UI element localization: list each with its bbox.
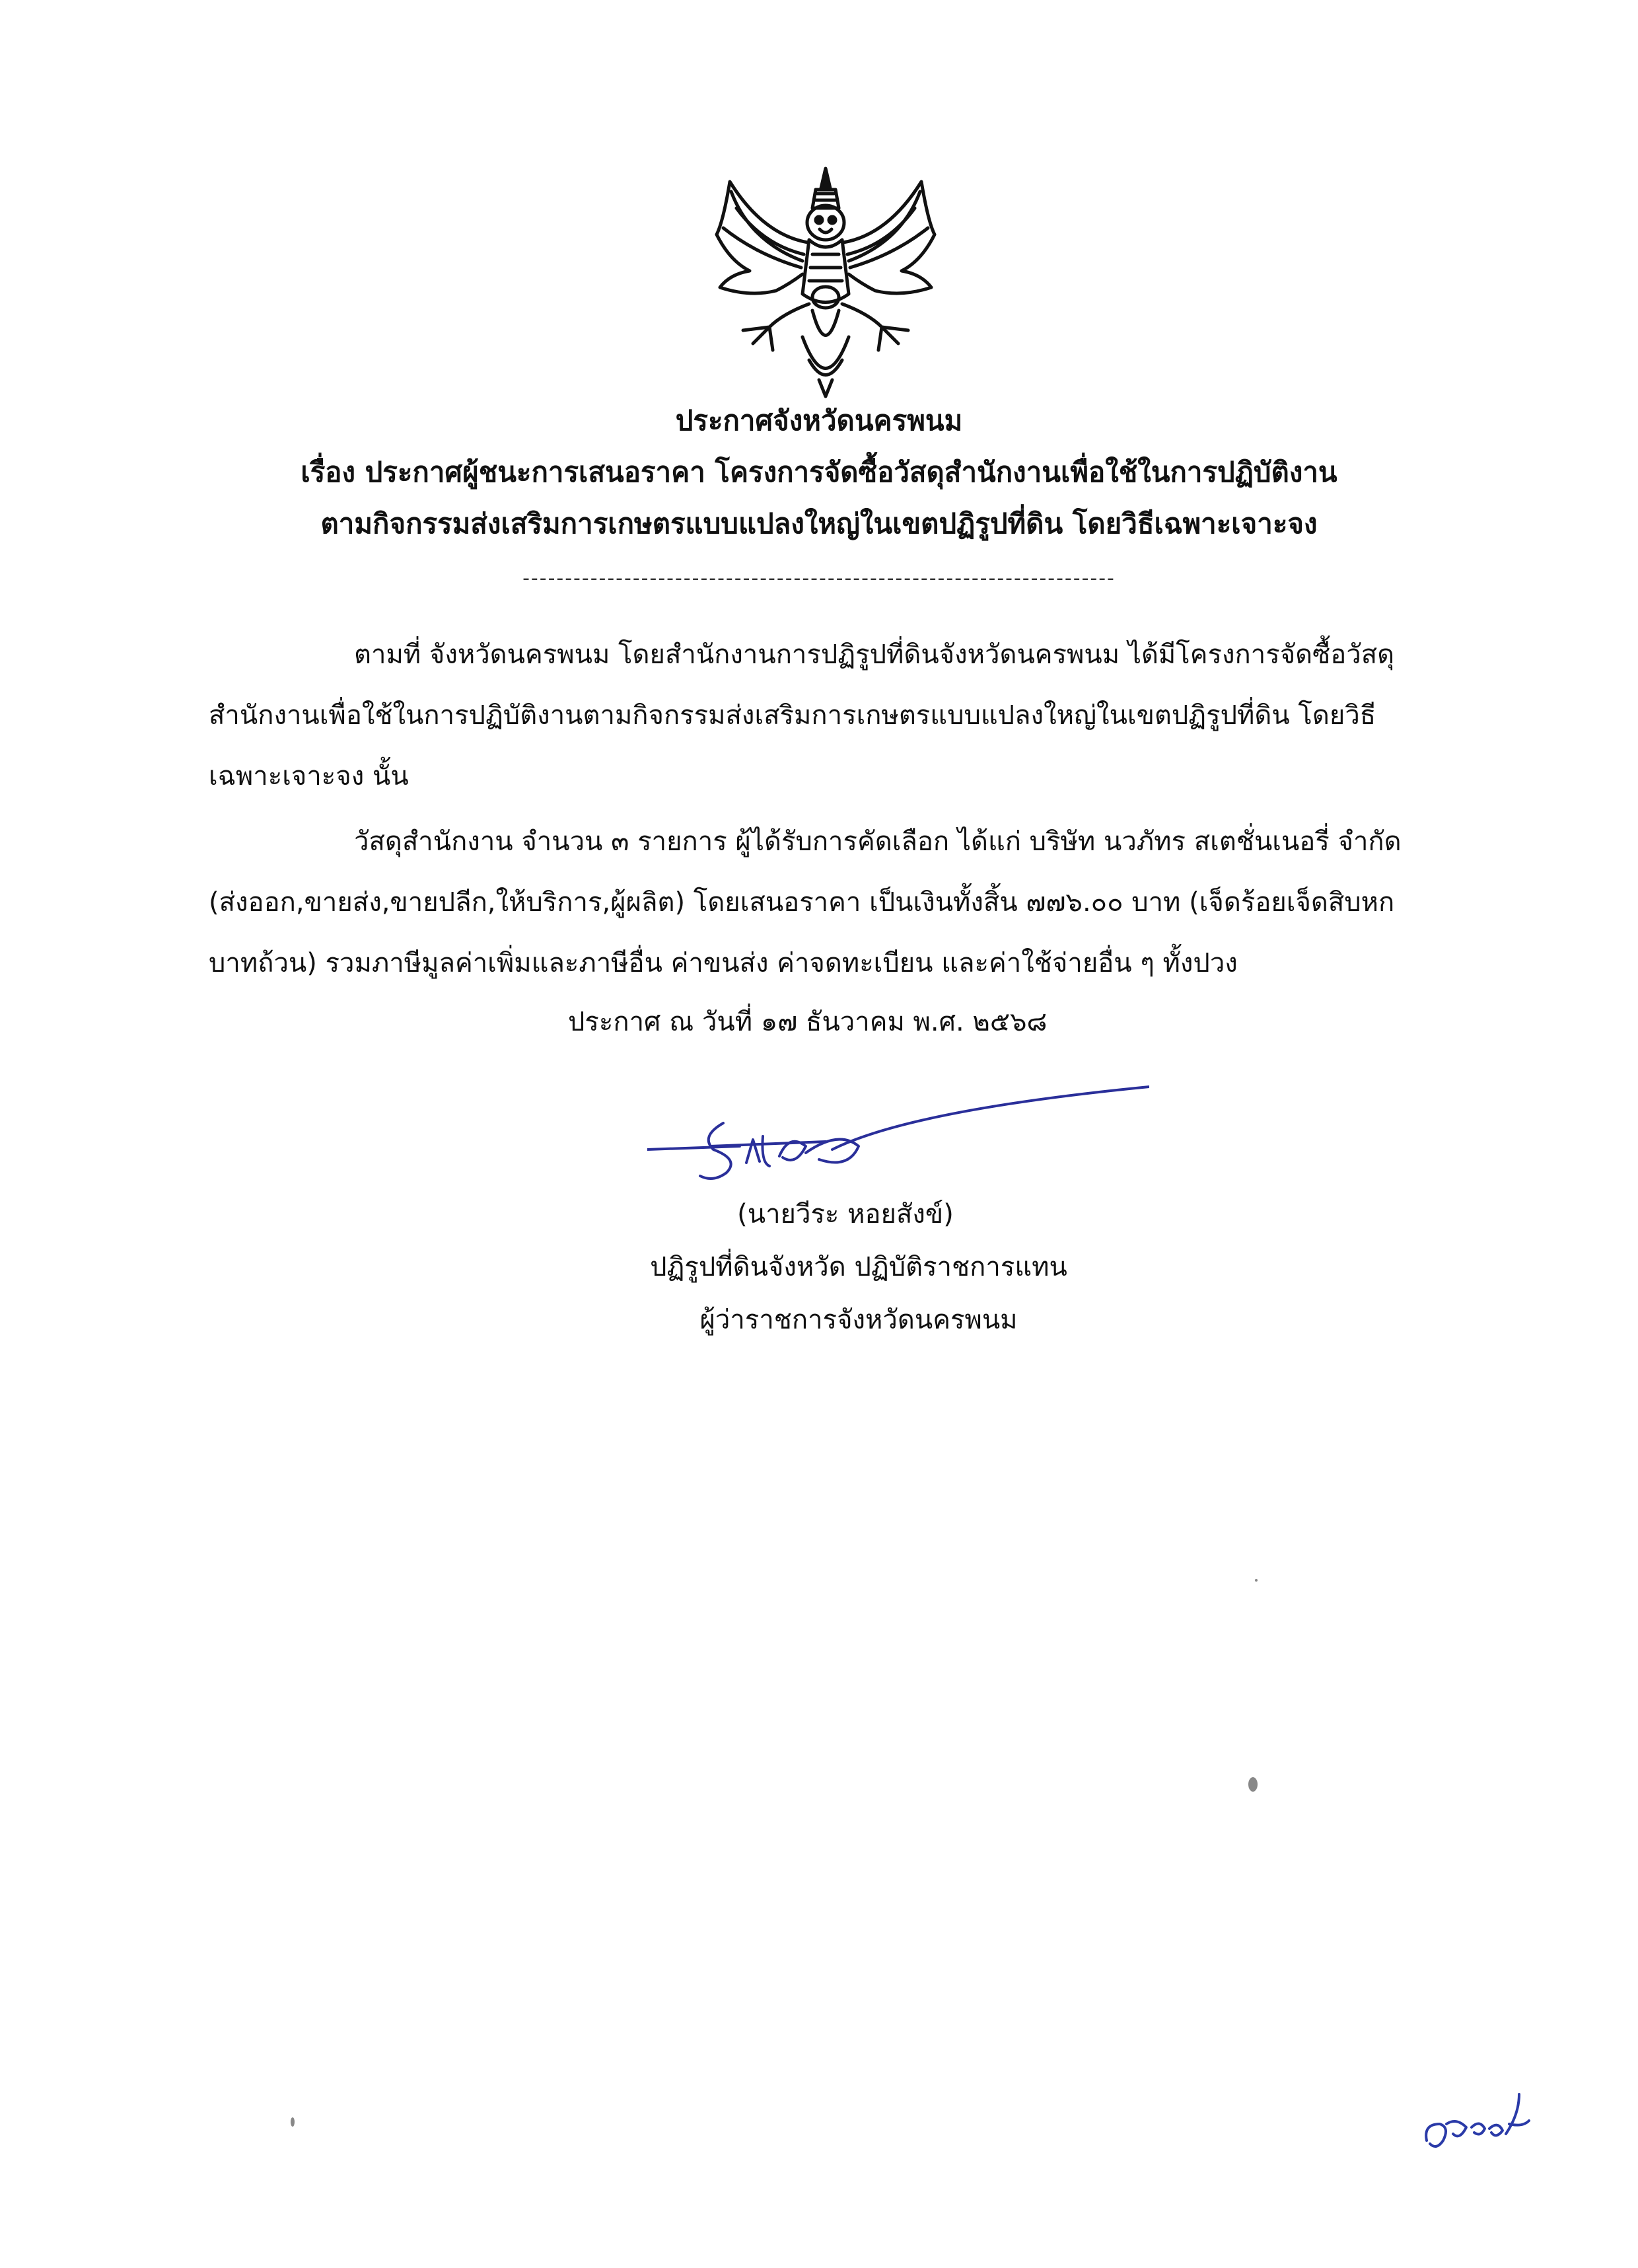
signatory-organization: ผู้ว่าราชการจังหวัดนครพนม: [699, 1305, 1018, 1335]
announcement-title: ประกาศจังหวัดนครพนม: [675, 404, 963, 437]
paragraph-2-line-1: วัสดุสำนักงาน จำนวน ๓ รายการ ผู้ได้รับการคัดเลือก ได้แก่ บริษัท นวภัทร สเตชั่นเนอรี่ จำกัด: [354, 826, 1402, 857]
paragraph-2: [209, 811, 1450, 994]
garuda-emblem-icon: [703, 162, 948, 403]
signatory-name: (นายวีระ หอยสังข์): [737, 1199, 954, 1229]
paragraph-1-line-2: สำนักงานเพื่อใช้ในการปฏิบัติงานตามกิจกรรมส่งเสริมการเกษตรแบบแปลงใหญ่ในเขตปฏิรูปที่ดิน โดยวิธี: [209, 700, 1376, 731]
subject-line-2: ตามกิจกรรมส่งเสริมการเกษตรแบบแปลงใหญ่ในเขตปฏิรูปที่ดิน โดยวิธีเฉพาะเจาะจง: [320, 507, 1318, 540]
paragraph-1-line-1: ตามที่ จังหวัดนครพนม โดยสำนักงานการปฏิรูปที่ดินจังหวัดนครพนม ได้มีโครงการจัดซื้อวัสดุ: [354, 640, 1395, 670]
signature-image: [647, 1083, 1149, 1196]
paragraph-2-line-2: (ส่งออก,ขายส่ง,ขายปลีก,ให้บริการ,ผู้ผลิต) โดยเสนอราคา เป็นเงินทั้งสิ้น ๗๗๖.๐๐ บาท (เจ็ดร้อยเจ็ดสิบหก: [209, 887, 1395, 918]
announcement-date: ประกาศ ณ วันที่ ๑๗ ธันวาคม พ.ศ. ๒๕๖๘: [568, 1007, 1048, 1037]
paragraph-2-line-3: บาทถ้วน) รวมภาษีมูลค่าเพิ่มและภาษีอื่น ค่าขนส่ง ค่าจดทะเบียน และค่าใช้จ่ายอื่น ๆ ทั้งปวง: [209, 948, 1238, 978]
subject-line-1: เรื่อง ประกาศผู้ชนะการเสนอราคา โครงการจัดซื้อวัสดุสำนักงานเพื่อใช้ในการปฏิบัติงาน: [301, 456, 1337, 488]
scan-speck: [291, 2117, 295, 2127]
handwritten-initials-image: [1420, 2088, 1532, 2154]
scan-speck: [1255, 1579, 1258, 1582]
paragraph-1: [209, 624, 1450, 807]
paragraph-1-line-3: เฉพาะเจาะจง นั้น: [209, 761, 409, 791]
signatory-position: ปฏิรูปที่ดินจังหวัด ปฏิบัติราชการแทน: [650, 1252, 1067, 1282]
scan-speck: [1248, 1777, 1258, 1792]
header-divider: ----------------------------------------------------------------------: [522, 567, 1116, 590]
